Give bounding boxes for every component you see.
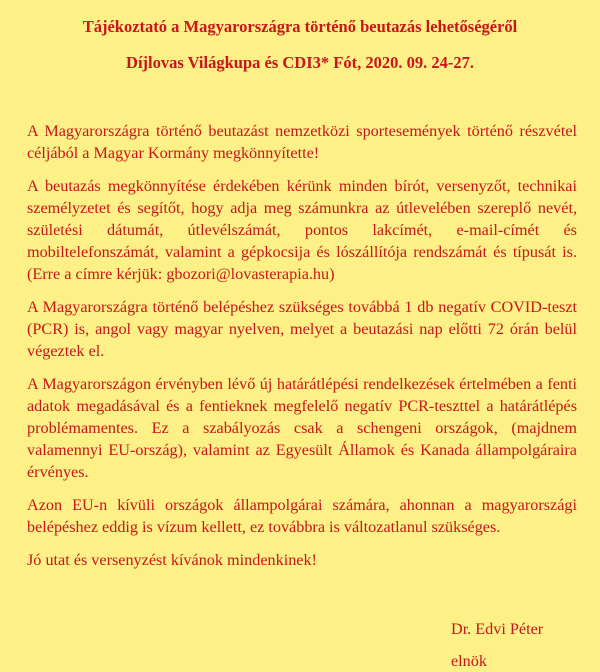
paragraph-border-rules: A Magyarországon érvényben lévő új határátlépési rendelkezések értelmében a fenti adatok megadásával és a fentieknek megfelelő negatív PCR-teszttel a határátlépés problémamentes. Ez a szabályozás csak a schengeni országok, (majdnem valamennyi EU-ország), valamint az Egyesült Államok és Kanada állampolgáraira érvényes. xyxy=(27,375,577,481)
signature-role: elnök xyxy=(451,652,487,670)
paragraph-closing: Jó utat és versenyzést kívánok mindenkinek! xyxy=(27,551,317,569)
paragraph-intro: A Magyarországra történő beutazást nemzetközi sportesemények történő részvétel céljából a Magyar Kormány megkönnyítette! xyxy=(27,122,577,162)
event-subtitle: Díjlovas Világkupa és CDI3* Fót, 2020. 09. 24-27. xyxy=(126,53,474,72)
document-title: Tájékoztató a Magyarországra történő beutazás lehetőségéről xyxy=(82,17,518,36)
paragraph-visa: Azon EU-n kívüli országok állampolgárai számára, ahonnan a magyarországi belépéshez eddig is vízum kellett, ez továbbra is változatlanul szükséges. xyxy=(27,496,577,536)
signature-name: Dr. Edvi Péter xyxy=(451,620,544,638)
paragraph-data-request: A beutazás megkönnyítése érdekében kérünk minden bírót, versenyzőt, technikai személyzetet és segítőt, hogy adja meg számunkra az útlevelében szereplő nevét, születési dátumát, útlevélszámát, pontos lakcímét, e-mail-címét és mobiltelefonszámát, valamint a gépkocsija és lószállítója rendszámát és típusát is. (Erre a címre kérjük: gbozori@lovasterapia.hu) xyxy=(27,177,577,283)
paragraph-covid-test: A Magyarországra történő belépéshez szükséges továbbá 1 db negatív COVID-teszt (PCR) is, angol vagy magyar nyelven, melyet a beutazási nap előtti 72 órán belül végeztek el. xyxy=(27,298,577,360)
document-body xyxy=(27,120,577,582)
